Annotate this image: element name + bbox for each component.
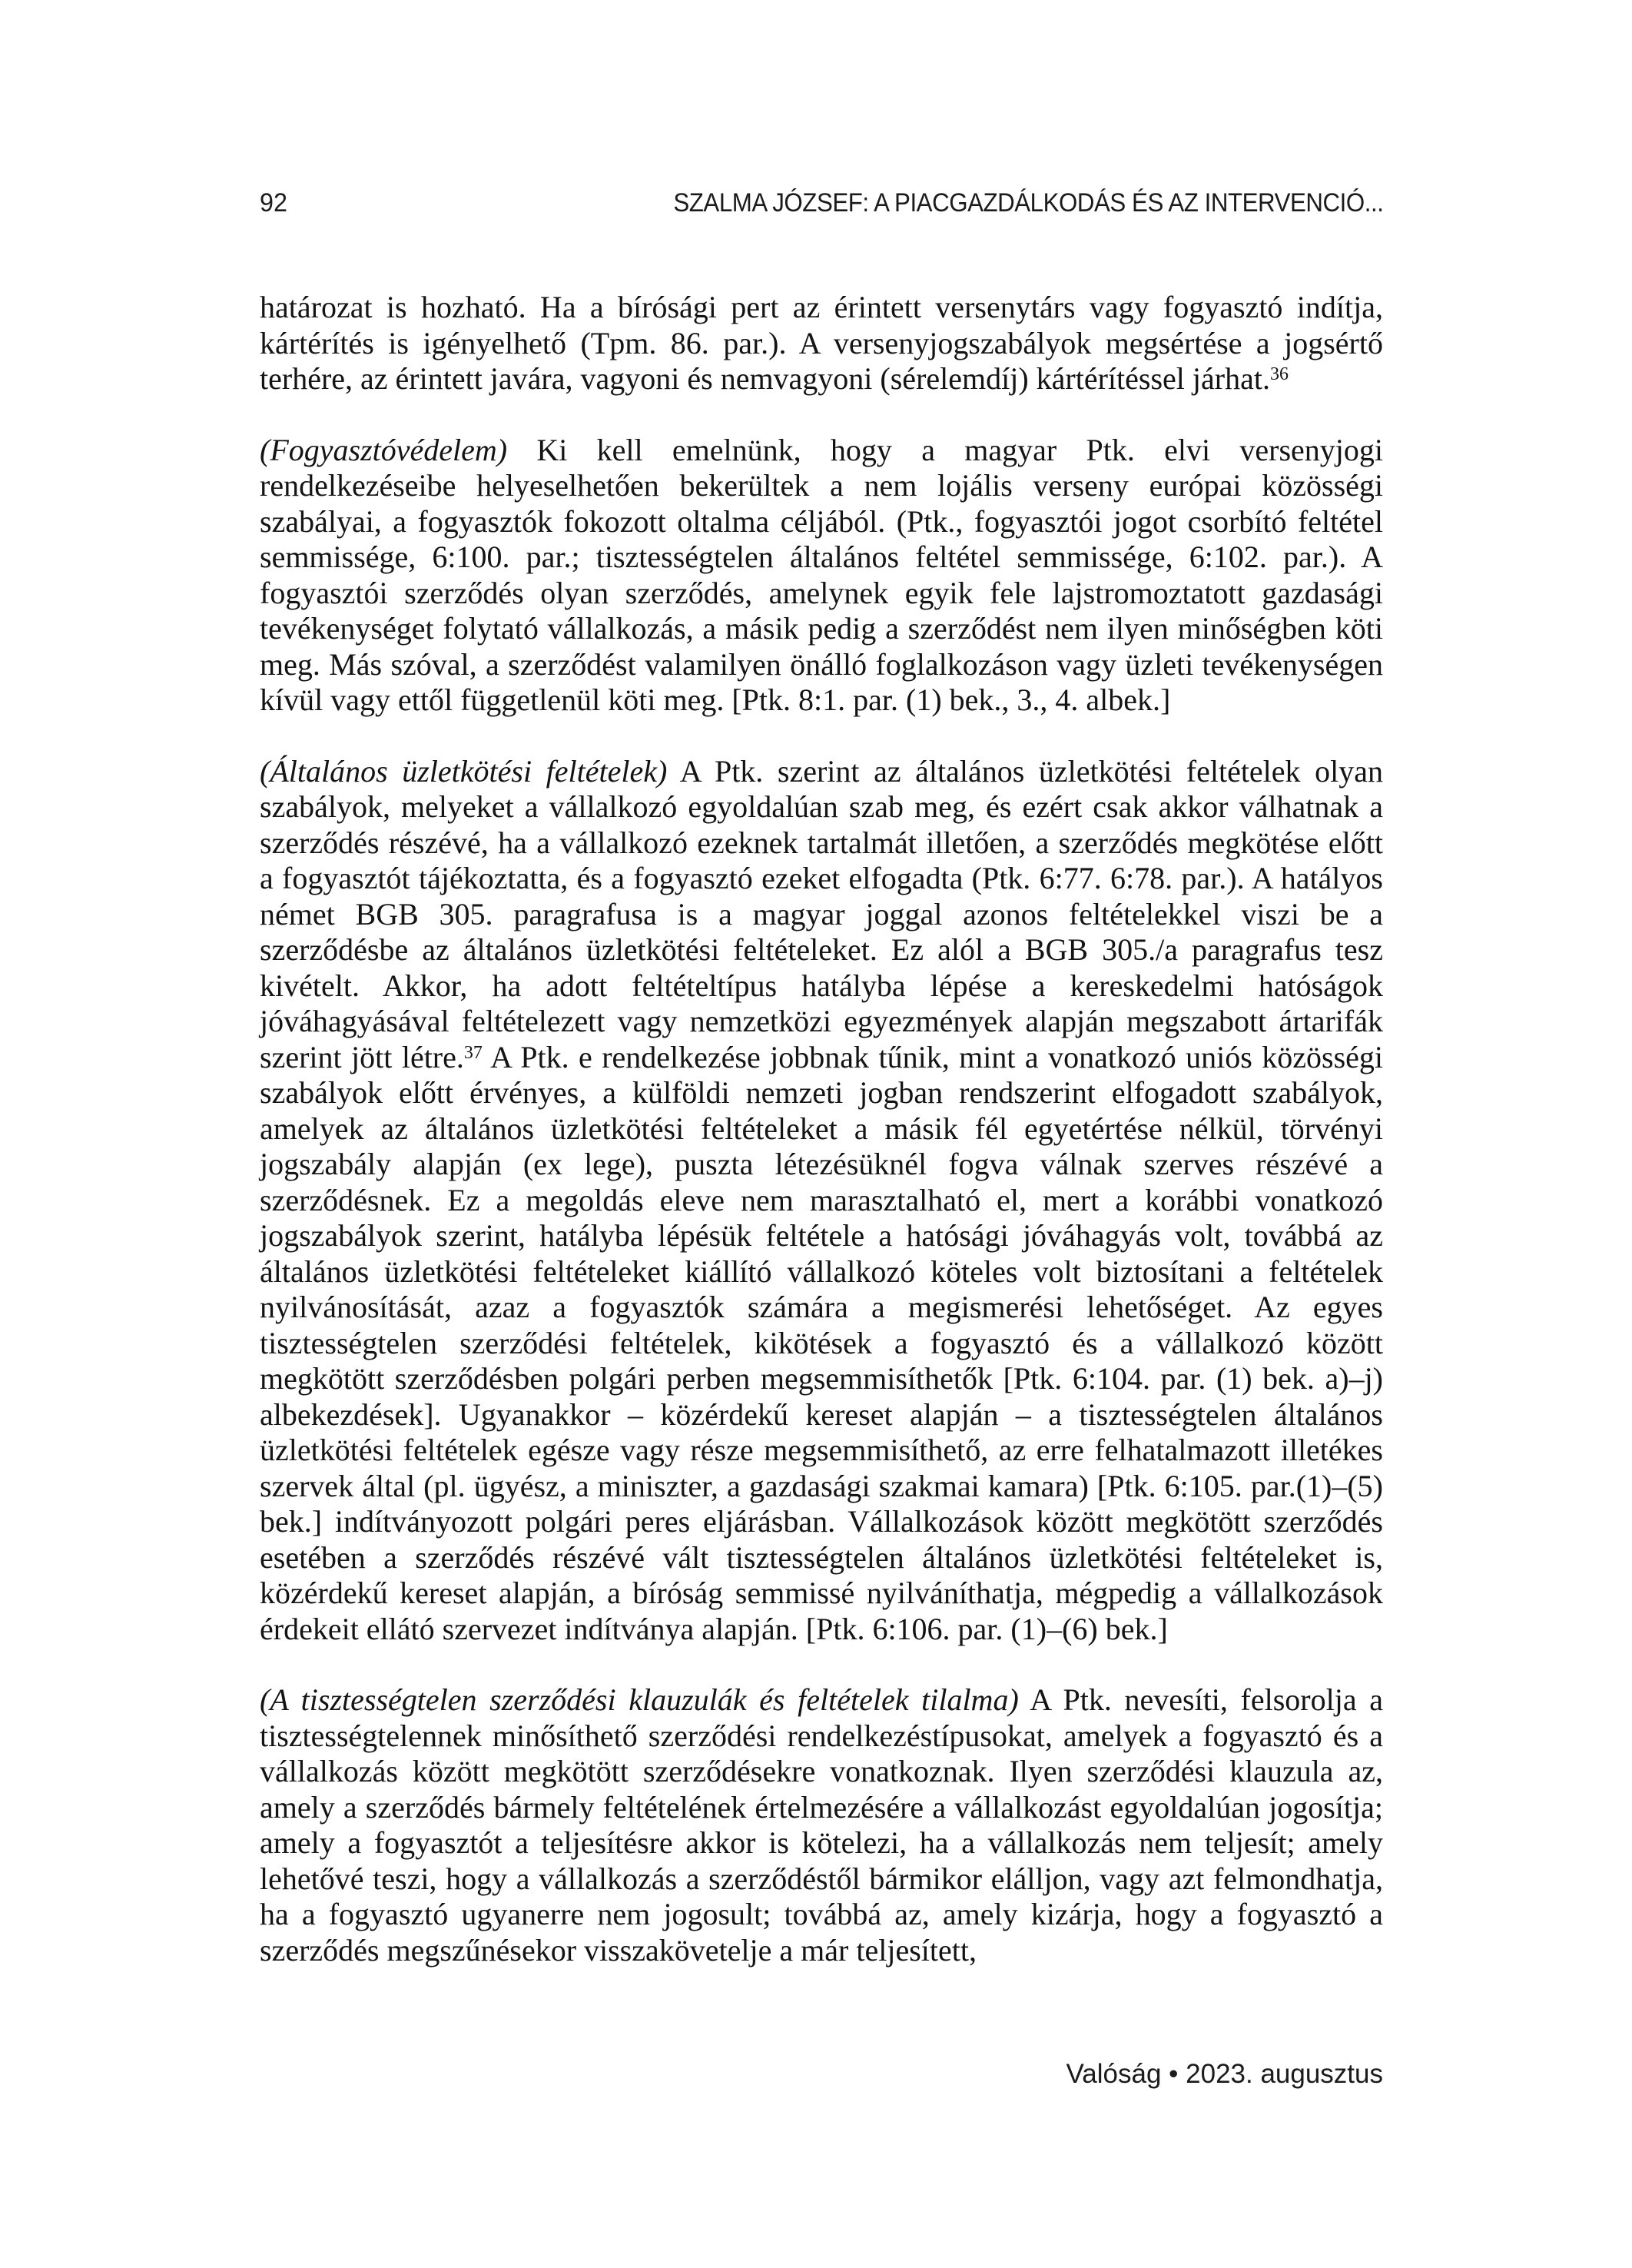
page-number: 92 xyxy=(260,188,287,218)
paragraph-text: A Ptk. e rendelkezése jobbnak tűnik, mint a vonatkozó uniós közösségi szabályok előtt érvényes, a külföldi nemzeti jogban rendszerint elfogadott szabályok, amelyek az általános üzletkötési feltételeket a másik fél egyetértése nélkül, törvényi jogszabály alapján (ex lege), puszta létezésüknél fogva válnak szerves részévé a szerződésnek. Ez a megoldás eleve nem marasztalható el, mert a korábbi vonatkozó jogszabályok szerint, hatályba lépésük feltétele a hatósági jóváhagyás volt, továbbá az általános üzletkötési feltételeket kiállító vállalkozó köteles volt biztosítani a feltételek nyilvánosítását, azaz a fogyasztók számára a megismerési lehetőséget. Az egyes tisztességtelen szerződési feltételek, kikötések a fogyasztó és a vállalkozó között megkötött szerződésben polgári perben megsemmisíthetők [Ptk. 6:104. par. (1) bek. a)–j) albekezdések]. Ugyanakkor – közérdekű kereset alapján – a tisztességtelen általános üzletkötési feltételek egésze vagy része megsemmisíthető, az erre felhatalmazott illetékes szervek által (pl. ügyész, a miniszter, a gazdasági szakmai kamara) [Ptk. 6:105. par.(1)–(5) bek.] indítványozott polgári peres eljárásban. Vállalkozások között megkötött szerződés esetében a szerződés részévé vált tisztességtelen általános üzletkötési feltételeket is, közérdekű kereset alapján, a bíróság semmissé nyilváníthatja, mégpedig a vállalkozások érdekeit ellátó szervezet indítványa alapján. [Ptk. 6:106. par. (1)–(6) bek.] xyxy=(260,1039,1384,1646)
paragraph xyxy=(260,433,1383,719)
paragraph xyxy=(260,290,1383,397)
footnote-ref: 36 xyxy=(1269,364,1289,384)
paragraph xyxy=(260,754,1383,1648)
paragraph-text: A Ptk. szerint az általános üzletkötési feltételek olyan szabályok, melyeket a vállalkozó egyoldalúan szab meg, és ezért csak akkor válhatnak a szerződés részévé, ha a vállalkozó ezeknek tartalmát illetően, a szerződés megkötése előtt a fogyasztót tájékoztatta, és a fogyasztó ezeket elfogadta (Ptk. 6:77. 6:78. par.). A hatályos német BGB 305. paragrafusa is a magyar joggal azonos feltételekkel viszi be a szerződésbe az általános üzletkötési feltételeket. Ez alól a BGB 305./a paragrafus tesz kivételt. Akkor, ha adott feltételtípus hatályba lépése a kereskedelmi hatóságok jóváhagyásával feltételezett vagy nemzetközi egyezmények alapján megszabott ártarifák szerint jött létre. xyxy=(260,753,1383,1074)
journal-footer: Valóság • 2023. augusztus xyxy=(1066,2059,1383,2089)
paragraph xyxy=(260,1682,1383,1968)
paragraph-lead-in: (Fogyasztóvédelem) xyxy=(260,432,508,467)
article-text xyxy=(260,290,1383,1968)
paragraph-lead-in: (A tisztességtelen szerződési klauzulák és feltételek tilalma) xyxy=(260,1682,1019,1717)
paragraph-lead-in: (Általános üzletkötési feltételek) xyxy=(260,753,668,789)
paragraph-text: A Ptk. nevesíti, felsorolja a tisztességtelennek minősíthető szerződési rendelkezéstípusokat, amelyek a fogyasztó és a vállalkozás között megkötött szerződésekre vonatkoznak. Ilyen szerződési klauzula az, amely a szerződés bármely feltételének értelmezésére a vállalkozást egyoldalúan jogosítja; amely a fogyasztót a teljesítésre akkor is kötelezi, ha a vállalkozás nem teljesít; amely lehetővé teszi, hogy a vállalkozás a szerződéstől bármikor elálljon, vagy azt felmondhatja, ha a fogyasztó ugyanerre nem jogosult; továbbá az, amely kizárja, hogy a fogyasztó a szerződés megszűnésekor visszakövetelje a már teljesített, xyxy=(260,1682,1383,1967)
footnote-ref: 37 xyxy=(463,1042,483,1063)
paragraph-text: határozat is hozható. Ha a bírósági pert az érintett versenytárs vagy fogyasztó indítja, kártérítés is igényelhető (Tpm. 86. par.). A versenyjogszabályok megsértése a jogsértő terhére, az érintett javára, vagyoni és nemvagyoni (sérelemdíj) kártérítéssel járhat. xyxy=(260,290,1383,396)
paragraph-text: Ki kell emelnünk, hogy a magyar Ptk. elvi versenyjogi rendelkezéseibe helyeselhetően bekerültek a nem lojális verseny európai közösségi szabályai, a fogyasztók fokozott oltalma céljából. (Ptk., fogyasztói jogot csorbító feltétel semmissége, 6:100. par.; tisztességtelen általános feltétel semmissége, 6:102. par.). A fogyasztói szerződés olyan szerződés, amelynek egyik fele lajstromoztatott gazdasági tevékenységet folytató vállalkozás, a másik pedig a szerződést nem ilyen minőségben köti meg. Más szóval, a szerződést valamilyen önálló foglalkozáson vagy üzleti tevékenységen kívül vagy ettől függetlenül köti meg. [Ptk. 8:1. par. (1) bek., 3., 4. albek.] xyxy=(260,432,1383,717)
running-title: SZALMA JÓZSEF: A PIACGAZDÁLKODÁS ÉS AZ INTERVENCIÓ... xyxy=(672,188,1383,218)
page-header xyxy=(260,188,1383,218)
